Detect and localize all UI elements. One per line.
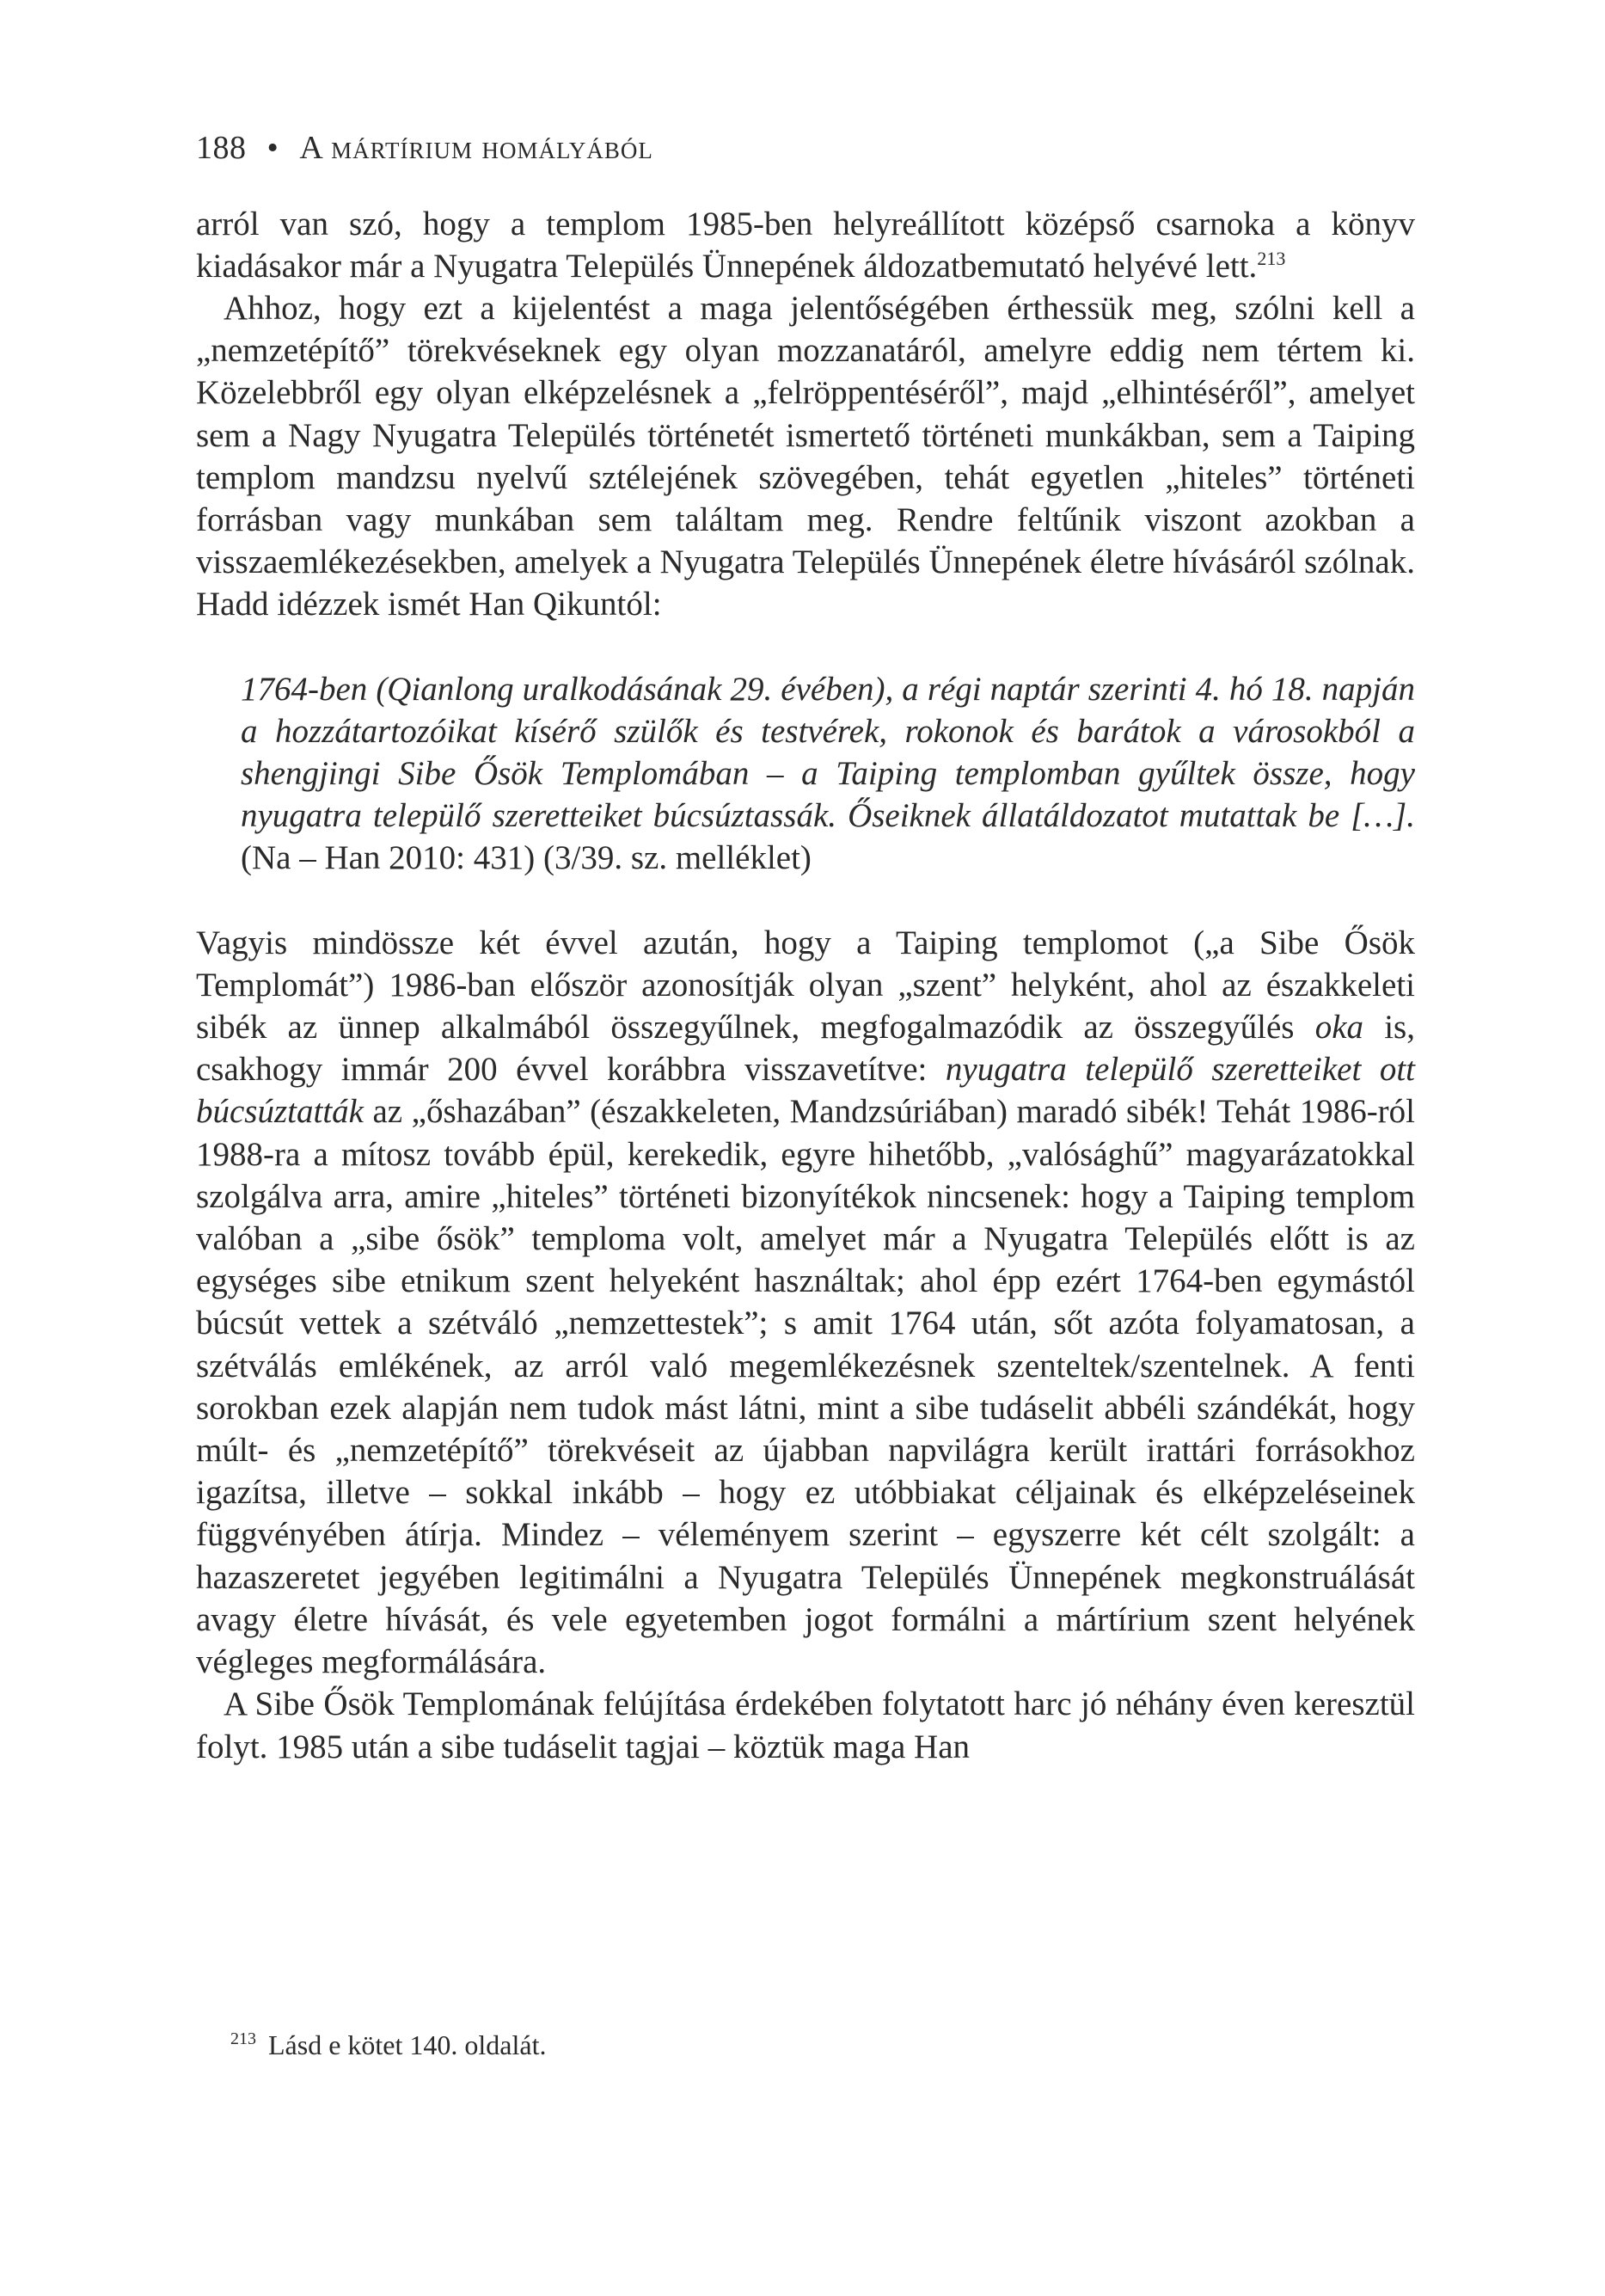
quote-citation: (Na – Han 2010: 431) (3/39. sz. melléklet) (241, 839, 812, 877)
block-quote (241, 668, 1415, 880)
footnote-number: 213 (230, 2029, 256, 2049)
paragraph-3-part-b: is, csakhogy immár 200 évvel korábbra visszavetítve: (196, 1009, 1415, 1089)
paragraph-2: Ahhoz, hogy ezt a kijelentést a maga jelentőségében érthessük meg, szólni kell a „nemzetépítő” törekvéseknek egy olyan mozzanatáról, amelyre eddig nem tértem ki. Közelebbről egy olyan elképzelésnek a „felröppentéséről”, majd „elhintéséről”, amelyet sem a Nagy Nyugatra Település történetét ismertető történeti munkákban, sem a Taiping templom mandzsu nyelvű sztélejének szövegében, tehát egyetlen „hiteles” történeti forrásban vagy munkában sem találtam meg. Rendre feltűnik viszont azokban a visszaemlékezésekben, amelyek a Nyugatra Település Ünnepének életre hívásáról szólnak. Hadd idézzek ismét Han Qikuntól: (196, 290, 1415, 623)
footnote-text: Lásd e kötet 140. oldalát. (268, 2029, 547, 2060)
paragraph-3-part-a: Vagyis mindössze két évvel azután, hogy a Taiping templomot („a Sibe Ősök Templomát”) 1986-ban először azonosítják olyan „szent” helyként, ahol az északkeleti sibék az ünnep alkalmából összegyűlnek, megfogalmazódik az összegyűlés (196, 924, 1415, 1047)
paragraph-4: A Sibe Ősök Templomának felújítása érdekében folytatott harc jó néhány éven keresztül folyt. 1985 után a sibe tudáselit tagjai – köztük maga Han (196, 1685, 1415, 1765)
bullet-separator: • (266, 130, 279, 166)
paragraph-3 (196, 922, 1415, 1684)
page-body (196, 129, 1415, 1768)
paragraph-3-oka: oka (1314, 1009, 1363, 1047)
footnote-ref-213[interactable]: 213 (1257, 247, 1286, 269)
paragraph-3-part-c: az „őshazában” (északkeleten, Mandzsúriában) maradó sibék! Tehát 1986-ról 1988-ra a mítosz tovább épül, kerekedik, egyre hihetőbb, „valósághű” magyarázatokkal szolgálva arra, amire „hiteles” történeti bizonyítékok nincsenek: hogy a Taiping templom valóban a „sibe ősök” temploma volt, amelyet már a Nyugatra Település előtt is az egységes sibe etnikum szent helyeként használtak; ahol épp ezért 1764-ben egymástól búcsút vettek a szétváló „nemzettestek”; s amit 1764 után, sőt azóta folyamatosan, a szétválás emlékének, az arról való megemlékezésnek szenteltek/szentelnek. A fenti sorokban ezek alapján nem tudok mást látni, mint a sibe tudáselit abbéli szándékát, hogy múlt- és „nemzetépítő” törekvéseit az újabban napvilágra került irattári forrásokhoz igazítsa, illetve – sokkal inkább – hogy ez utóbbiakat céljainak és elképzeléseinek függvényében átírja. Mindez – véleményem szerint – egyszerre két célt szolgált: a hazaszeretet jegyében legitimálni a Nyugatra Település Ünnepének megkonstruálását avagy életre hívását, és vele egyetemben jogot formálni a mártírium szent helyének végleges megformálására. (196, 1093, 1415, 1681)
paragraph-3-italic: nyugatra települő szeretteiket ott búcsúztatták (196, 1051, 1415, 1131)
footnote-213 (230, 2028, 1415, 2064)
quote-text: 1764-ben (Qianlong uralkodásának 29. évében), a régi naptár szerinti 4. hó 18. napján a hozzátartozóikat kísérő szülők és testvérek, rokonok és barátok a városokból a shengjingi Sibe Ősök Templomában – a Taiping templomban gyűltek össze, hogy nyugatra települő szeretteiket búcsúztassák. Őseiknek állatáldozatot mutattak be […]. (241, 670, 1415, 835)
running-head (196, 129, 1415, 169)
page-number: 188 (196, 130, 247, 166)
footnotes (196, 2028, 1415, 2064)
paragraph-1-text: arról van szó, hogy a templom 1985-ben helyreállított középső csarnoka a könyv kiadásakor már a Nyugatra Település Ünnepének áldozatbemutató helyévé lett. (196, 205, 1415, 285)
running-title: A mártírium homályából (299, 130, 653, 166)
paragraph-1 (196, 203, 1415, 287)
